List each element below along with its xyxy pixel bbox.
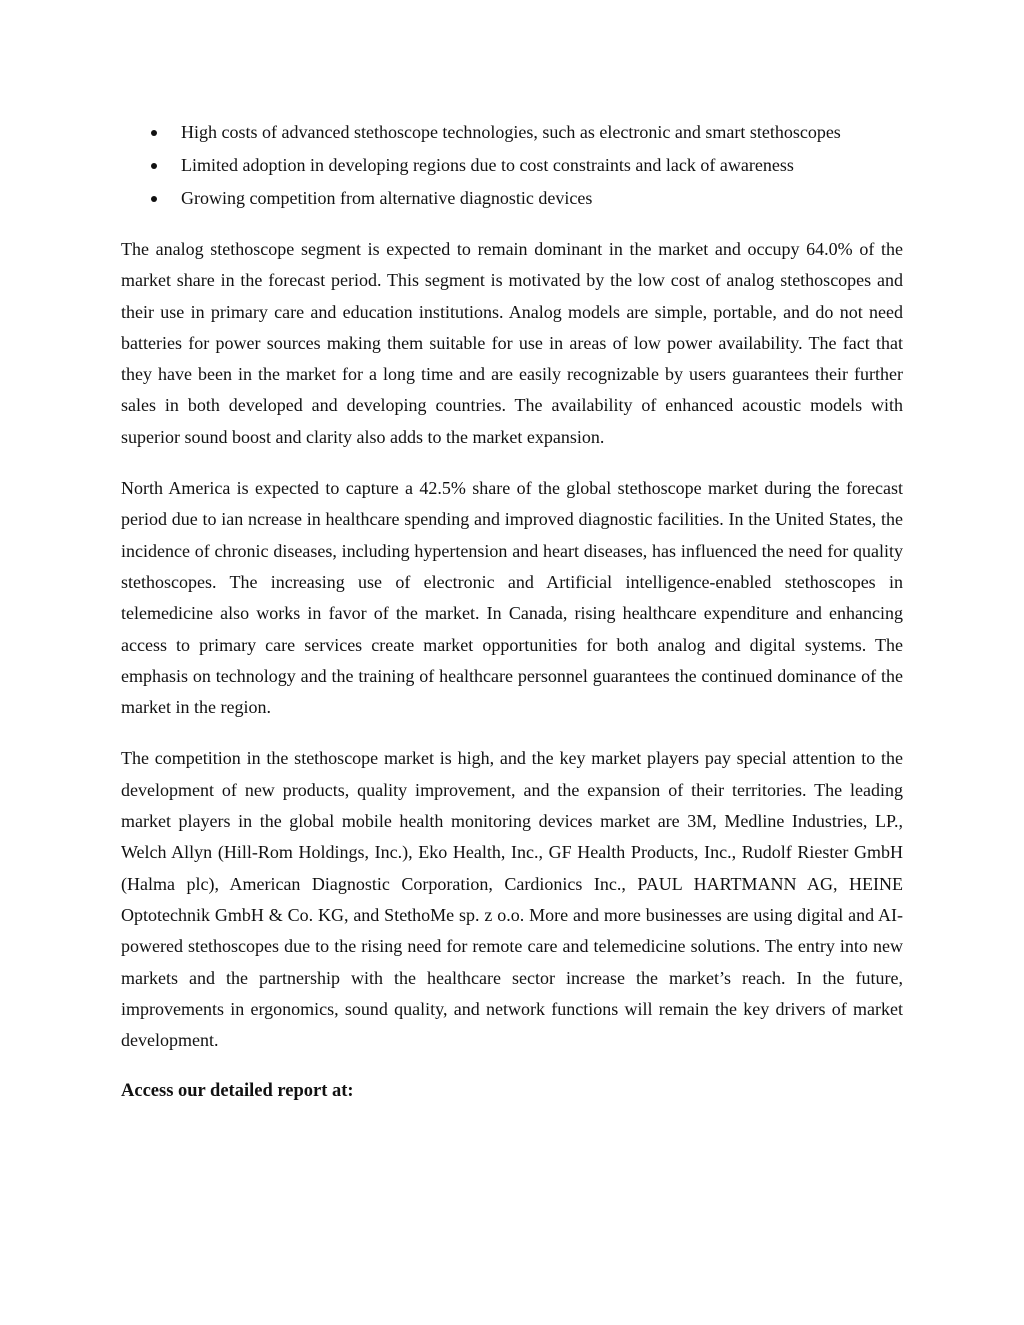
competition-paragraph: The competition in the stethoscope market is high, and the key market players pay special attention to the development of new products, quality improvement, and the expansion of their territories. The leading market players in the global mobile health monitoring devices market are 3M, Medline Industries, LP., Welch Allyn (Hill-Rom Holdings, Inc.), Eko Health, Inc., GF Health Products, Inc., Rudolf Riester GmbH (Halma plc), American Diagnostic Corporation, Cardionics Inc., PAUL HARTMANN AG, HEINE Optotechnik GmbH & Co. KG, and StethoMe sp. z o.o. More and more businesses are using digital and AI-powered stethoscopes due to the rising need for remote care and telemedicine solutions. The entry into new markets and the partnership with the healthcare sector increase the market’s reach. In the future, improvements in ergonomics, sound quality, and network functions will remain the key drivers of market development.: [121, 748, 903, 1051]
bullet-icon: [151, 163, 157, 169]
document-page: [121, 117, 903, 1107]
challenges-list: [121, 117, 903, 214]
report-access-heading: Access our detailed report at:: [121, 1081, 354, 1102]
list-item-text: Limited adoption in developing regions due to cost constraints and lack of awareness: [181, 155, 794, 175]
list-item-text: High costs of advanced stethoscope technologies, such as electronic and smart stethoscopes: [181, 122, 841, 142]
analog-segment-paragraph: The analog stethoscope segment is expected to remain dominant in the market and occupy 64.0% of the market share in the forecast period. This segment is motivated by the low cost of analog stethoscopes and their use in primary care and education institutions. Analog models are simple, portable, and do not need batteries for power sources making them suitable for use in areas of low power availability. The fact that they have been in the market for a long time and are easily recognizable by users guarantees their further sales in both developed and developing countries. The availability of enhanced acoustic models with superior sound boost and clarity also adds to the market expansion.: [121, 239, 903, 447]
north-america-paragraph: North America is expected to capture a 42.5% share of the global stethoscope market during the forecast period due to ian ncrease in healthcare spending and improved diagnostic facilities. In the United States, the incidence of chronic diseases, including hypertension and heart diseases, has influenced the need for quality stethoscopes. The increasing use of electronic and Artificial intelligence-enabled stethoscopes in telemedicine also works in favor of the market. In Canada, rising healthcare expenditure and enhancing access to primary care services create market opportunities for both analog and digital systems. The emphasis on technology and the training of healthcare personnel guarantees the continued dominance of the market in the region.: [121, 478, 903, 718]
list-item: [121, 150, 903, 181]
bullet-icon: [151, 130, 157, 136]
bullet-icon: [151, 196, 157, 202]
list-item-text: Growing competition from alternative diagnostic devices: [181, 188, 593, 208]
list-item: [121, 117, 903, 148]
list-item: [121, 183, 903, 214]
